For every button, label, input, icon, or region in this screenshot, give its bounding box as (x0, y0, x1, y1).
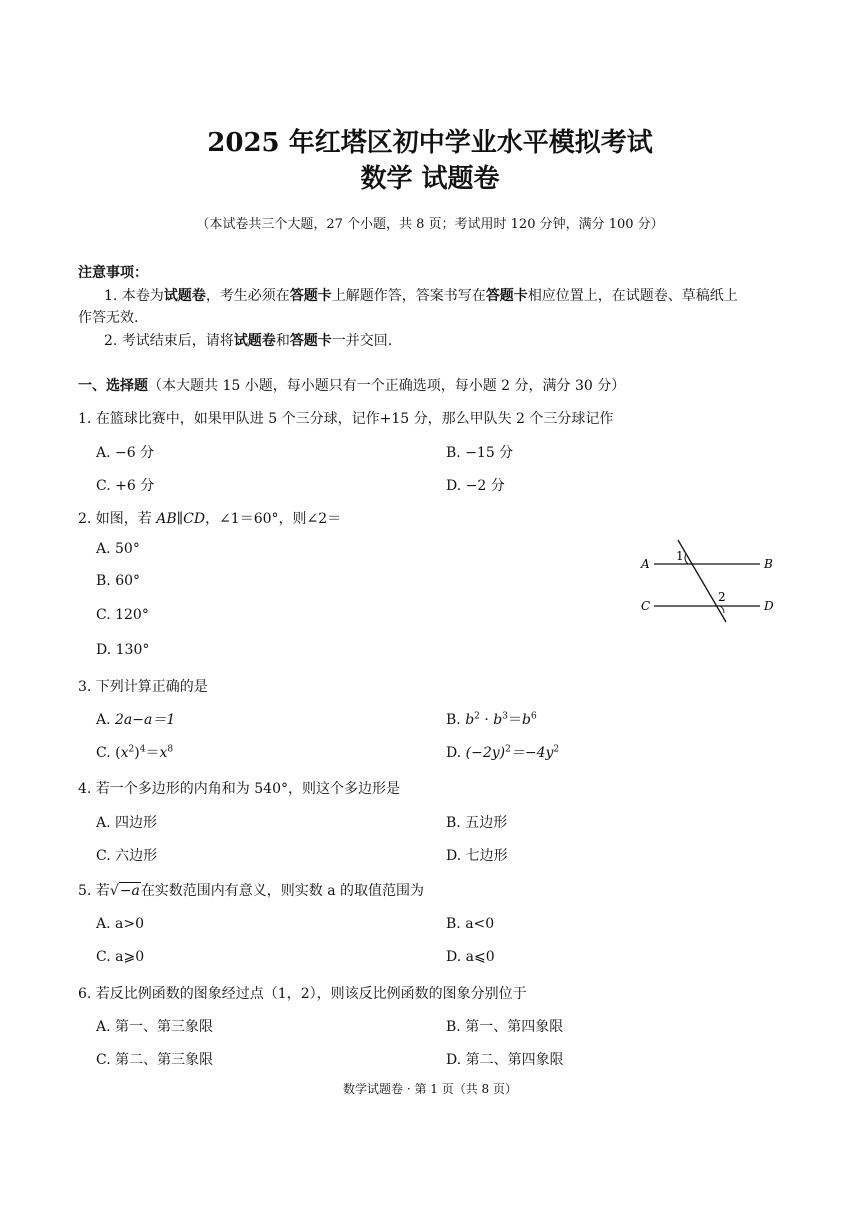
transversal-line (678, 540, 726, 622)
q5-option-b[interactable]: B. a<0 (446, 916, 495, 932)
note-1-bold: 答题卡 (289, 288, 332, 304)
note-1-line2: 作答无效. (78, 310, 139, 326)
expr-part: ＝ (145, 745, 160, 761)
q2-stem-text: ，∠1＝60°，则∠2＝ (205, 511, 342, 527)
q2-option-a[interactable]: A. 50° (96, 541, 140, 557)
expr-part: ＝ (507, 712, 522, 728)
exponent: 8 (167, 744, 174, 755)
note-2-text: 一并交回. (331, 333, 393, 349)
exponent: 2 (128, 744, 135, 755)
parallel-lines-figure (636, 534, 786, 626)
expr-part: (−2y) (465, 745, 506, 761)
section-title: 一、选择题 (78, 378, 148, 394)
note-1-text: 相应位置上，在试题卷、草稿纸上 (527, 288, 738, 304)
q4-option-a[interactable]: A. 四边形 (96, 815, 158, 831)
exponent: 6 (530, 711, 537, 722)
note-1-text: 1. 本卷为 (104, 288, 164, 304)
q6-option-a[interactable]: A. 第一、第三象限 (96, 1019, 214, 1035)
q5-option-d[interactable]: D. a⩽0 (446, 949, 495, 965)
expr-part: ( (115, 745, 121, 761)
q1-option-b[interactable]: B. −15 分 (446, 445, 514, 461)
note-2-text: 2. 考试结束后，请将 (104, 333, 234, 349)
q5-stem-text: 在实数范围内有意义，则实数 a 的取值范围为 (140, 883, 425, 899)
expr-part: x (120, 745, 129, 761)
exponent: 3 (502, 711, 508, 722)
exponent: 4 (139, 744, 146, 755)
section-heading (78, 375, 625, 395)
q5-option-c[interactable]: C. a⩾0 (96, 949, 145, 965)
expr-part: b (465, 712, 475, 728)
exam-subtitle: （本试卷共三个大题，27 个小题，共 8 页；考试用时 120 分钟，满分 100 分） (196, 217, 664, 232)
expr-part: · (479, 712, 494, 728)
sqrt-radicand: −a (119, 883, 140, 899)
q2-stem-text: 2. 如图，若 (78, 511, 157, 527)
expr-part: b (493, 712, 503, 728)
q3-option-c[interactable] (96, 742, 173, 762)
section-desc: （本大题共 15 小题，每小题只有一个正确选项，每小题 2 分，满分 30 分） (148, 378, 626, 394)
exponent: 2 (553, 744, 560, 755)
option-label: B. (446, 712, 466, 728)
page-footer: 数学试题卷 · 第 1 页（共 8 页） (343, 1082, 517, 1096)
notes-heading: 注意事项： (78, 265, 148, 281)
note-2-bold: 答题卡 (289, 333, 332, 349)
label-a: A (641, 557, 650, 571)
q5-stem-text: 5. 若 (78, 883, 110, 899)
q6-option-c[interactable]: C. 第二、第三象限 (96, 1052, 214, 1068)
expr-part: ) (134, 745, 140, 761)
note-1-bold: 试题卷 (163, 288, 206, 304)
option-expression: 2a−a＝1 (115, 712, 176, 728)
exam-title: 2025 年红塔区初中学业水平模拟考试 (207, 128, 653, 158)
q2-line-cd: CD (183, 511, 206, 527)
angle-1-label: 1 (676, 549, 684, 563)
q2-option-c[interactable]: C. 120° (96, 607, 149, 623)
option-label: C. (96, 745, 116, 761)
exam-subject-title: 数学 试题卷 (360, 164, 500, 194)
note-2-bold: 试题卷 (233, 333, 276, 349)
exponent: 2 (505, 744, 511, 755)
question-4-stem: 4. 若一个多边形的内角和为 540°，则这个多边形是 (78, 781, 400, 797)
question-1-stem: 1. 在篮球比赛中，如果甲队进 5 个三分球，记作+15 分，那么甲队失 2 个三分球记作 (78, 411, 614, 427)
note-2 (104, 330, 392, 350)
note-1-text: 上解题作答，答案书写在 (331, 288, 486, 304)
note-1-text: ，考生必须在 (205, 288, 290, 304)
q1-option-a[interactable]: A. −6 分 (96, 445, 155, 461)
question-3-stem: 3. 下列计算正确的是 (78, 679, 208, 695)
option-label: A. (96, 712, 116, 728)
expr-part: ＝−4y (510, 745, 554, 761)
q3-option-b[interactable] (446, 709, 537, 729)
expr-part: x (159, 745, 168, 761)
expr-part: b (521, 712, 531, 728)
q6-option-b[interactable]: B. 第一、第四象限 (446, 1019, 564, 1035)
q4-option-b[interactable]: B. 五边形 (446, 815, 508, 831)
q4-option-c[interactable]: C. 六边形 (96, 848, 158, 864)
question-6-stem: 6. 若反比例函数的图象经过点（1，2），则该反比例函数的图象分别位于 (78, 986, 527, 1002)
question-5-stem (78, 880, 424, 900)
note-2-text: 和 (275, 333, 290, 349)
q3-option-a[interactable] (96, 709, 175, 729)
q4-option-d[interactable]: D. 七边形 (446, 848, 508, 864)
note-1 (104, 285, 738, 305)
exponent: 2 (474, 711, 480, 722)
label-d: D (764, 599, 774, 613)
label-b: B (764, 557, 773, 571)
sqrt-symbol: √ (109, 883, 119, 899)
q3-option-d[interactable] (446, 742, 559, 762)
q2-line-ab: AB (156, 511, 177, 527)
angle-2-label: 2 (718, 590, 726, 604)
q1-option-c[interactable]: C. +6 分 (96, 478, 155, 494)
label-c: C (641, 599, 651, 613)
q2-option-d[interactable]: D. 130° (96, 642, 150, 658)
q6-option-d[interactable]: D. 第二、第四象限 (446, 1052, 564, 1068)
option-label: D. (446, 745, 466, 761)
q5-option-a[interactable]: A. a>0 (96, 916, 144, 932)
note-1-bold: 答题卡 (485, 288, 528, 304)
q2-parallel-symbol: ∥ (176, 511, 184, 527)
q1-option-d[interactable]: D. −2 分 (446, 478, 505, 494)
q2-option-b[interactable]: B. 60° (96, 573, 141, 589)
question-2-stem (78, 508, 341, 528)
